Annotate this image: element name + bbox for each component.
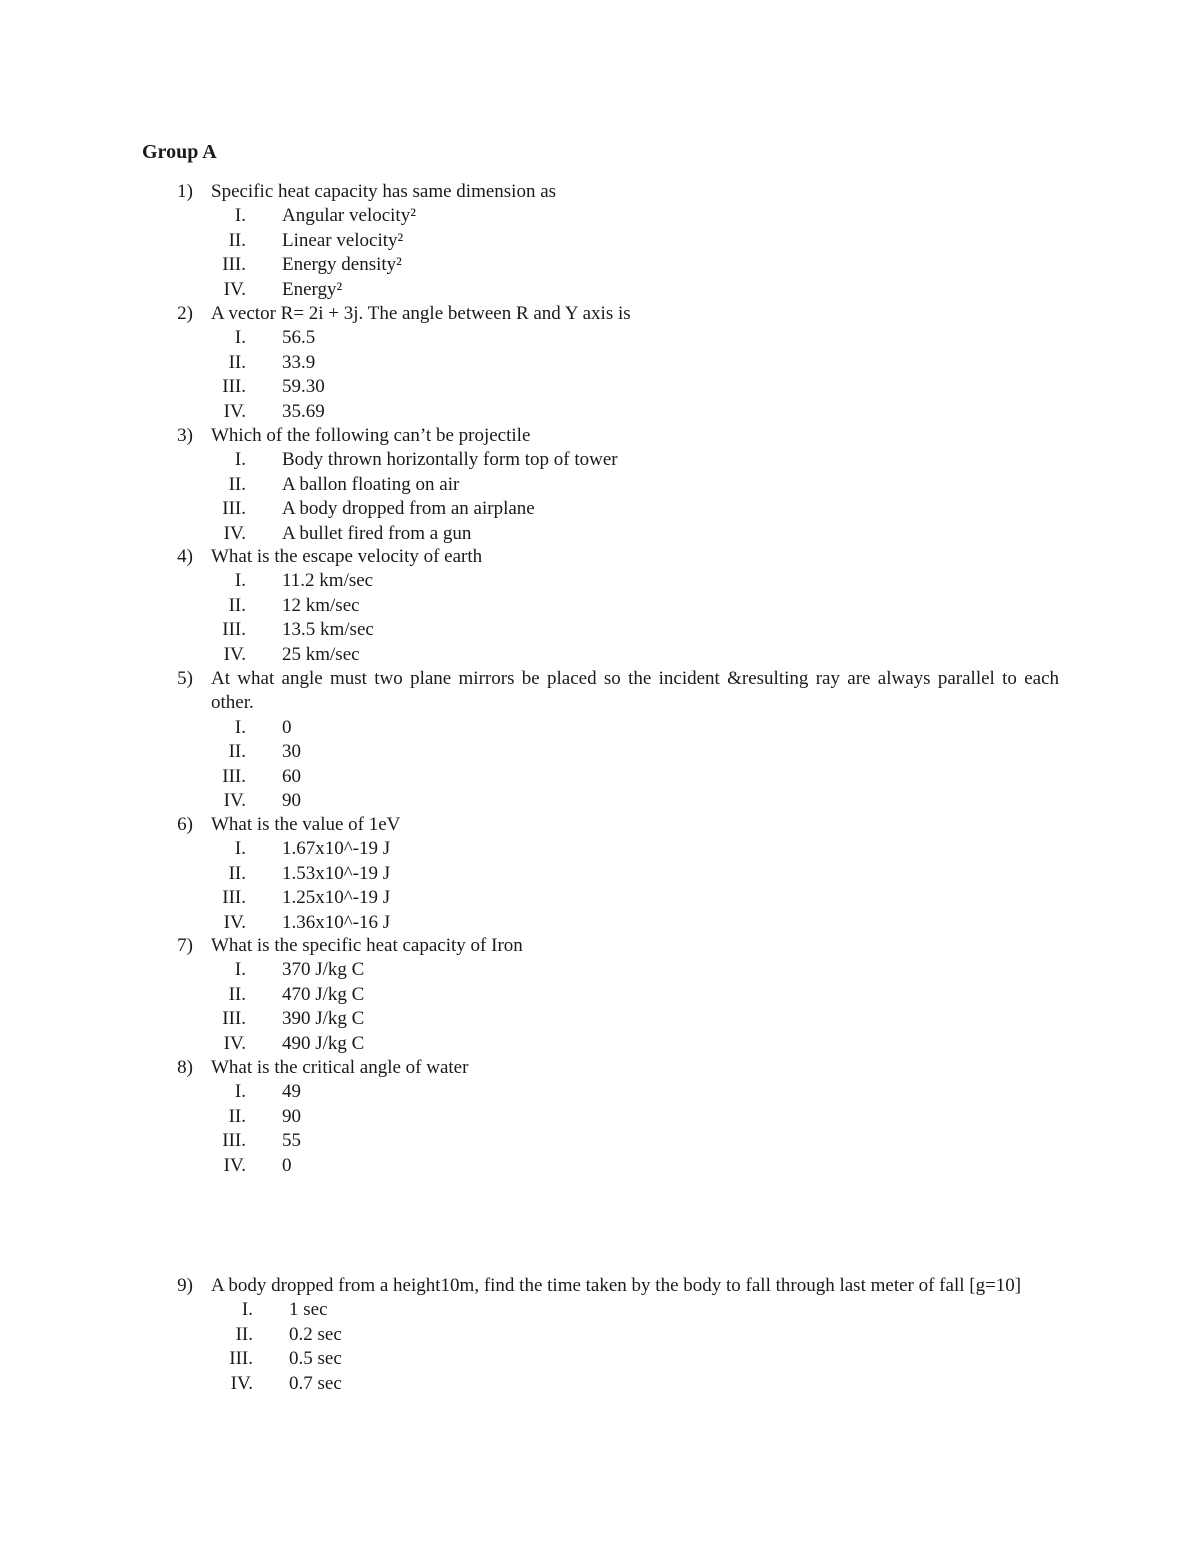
option-text: 390 J/kg C — [282, 1008, 365, 1030]
option-number: II. — [228, 741, 246, 763]
option-number: IV. — [230, 1372, 253, 1394]
option-3 — [0, 1129, 1200, 1153]
option-number: IV. — [223, 789, 246, 811]
option-number: IV. — [223, 278, 246, 300]
option-number: III. — [222, 1130, 246, 1152]
option-number: III. — [222, 254, 246, 276]
option-text: 90 — [282, 789, 301, 811]
option-number: IV. — [223, 400, 246, 422]
option-text: 55 — [282, 1130, 301, 1152]
question-text: Specific heat capacity has same dimension as — [211, 181, 557, 202]
question-text: What is the escape velocity of earth — [211, 546, 483, 567]
option-number: IV. — [223, 1154, 246, 1176]
question-number: 8) — [177, 1057, 193, 1078]
option-text: 1.67x10^-19 J — [282, 838, 391, 860]
option-number: III. — [229, 1348, 253, 1370]
option-text: 490 J/kg C — [282, 1032, 365, 1054]
option-number: I. — [234, 327, 246, 349]
option-1 — [0, 1080, 1200, 1104]
question-2 — [0, 302, 1200, 424]
option-number: I. — [234, 838, 246, 860]
option-1 — [0, 569, 1200, 593]
option-1 — [0, 448, 1200, 472]
option-number: I. — [234, 570, 246, 592]
option-4 — [0, 1032, 1200, 1056]
option-number: IV. — [223, 911, 246, 933]
question-1 — [0, 180, 1200, 302]
option-number: II. — [228, 1105, 246, 1127]
option-number: III. — [222, 498, 246, 520]
option-number: III. — [222, 376, 246, 398]
option-3 — [0, 765, 1200, 789]
option-1 — [0, 958, 1200, 982]
option-3 — [0, 497, 1200, 521]
option-text: 59.30 — [282, 376, 325, 398]
option-4 — [0, 1154, 1200, 1178]
option-text: 13.5 km/sec — [282, 619, 374, 641]
question-3 — [0, 424, 1200, 546]
option-text: 12 km/sec — [282, 594, 360, 616]
option-1 — [0, 326, 1200, 350]
option-number: I. — [234, 716, 246, 738]
option-number: II. — [228, 473, 246, 495]
option-text: 370 J/kg C — [282, 959, 365, 981]
option-text: 0 — [282, 716, 292, 738]
option-3 — [0, 886, 1200, 910]
option-text: Energy² — [282, 278, 343, 300]
option-4 — [0, 522, 1200, 546]
option-3 — [0, 1007, 1200, 1031]
question-number: 1) — [177, 181, 193, 202]
section-heading: Group A — [142, 141, 217, 163]
option-number: II. — [228, 229, 246, 251]
question-number: 6) — [177, 814, 193, 835]
option-text: 35.69 — [282, 400, 325, 422]
question-text: What is the value of 1eV — [211, 814, 401, 835]
option-number: II. — [235, 1323, 253, 1345]
option-text: 49 — [282, 1081, 301, 1103]
option-text: 1 sec — [289, 1299, 328, 1321]
option-number: II. — [228, 594, 246, 616]
option-number: I. — [234, 959, 246, 981]
option-text: 1.25x10^-19 J — [282, 887, 391, 909]
option-number: I. — [241, 1299, 253, 1321]
option-text: 56.5 — [282, 327, 316, 349]
question-text: At what angle must two plane mirrors be placed so the incident &resulting ray are always parallel to each other. — [211, 668, 1059, 714]
option-text: 60 — [282, 765, 301, 787]
option-1 — [0, 837, 1200, 861]
option-text: 1.36x10^-16 J — [282, 911, 391, 933]
option-text: 25 km/sec — [282, 643, 360, 665]
option-4 — [0, 278, 1200, 302]
option-text: A ballon floating on air — [282, 473, 460, 495]
question-number: 3) — [177, 425, 193, 446]
option-text: 11.2 km/sec — [282, 570, 374, 592]
option-1 — [0, 716, 1200, 740]
option-4 — [0, 1372, 1200, 1396]
option-text: Linear velocity² — [282, 229, 404, 251]
option-number: IV. — [223, 522, 246, 544]
option-number: III. — [222, 619, 246, 641]
option-number: III. — [222, 1008, 246, 1030]
question-4 — [0, 545, 1200, 667]
option-2 — [0, 229, 1200, 253]
question-number: 4) — [177, 546, 193, 567]
question-5 — [0, 667, 1200, 813]
option-4 — [0, 643, 1200, 667]
option-text: A bullet fired from a gun — [282, 522, 472, 544]
option-number: I. — [234, 205, 246, 227]
option-number: II. — [228, 983, 246, 1005]
option-3 — [0, 375, 1200, 399]
question-number: 7) — [177, 935, 193, 956]
option-2 — [0, 473, 1200, 497]
option-4 — [0, 911, 1200, 935]
option-text: Angular velocity² — [282, 205, 416, 227]
option-text: 30 — [282, 741, 301, 763]
question-text: A vector R= 2i + 3j. The angle between R and Y axis is — [211, 303, 631, 324]
question-text: Which of the following can’t be projectile — [211, 425, 531, 446]
question-8 — [0, 1056, 1200, 1178]
option-number: I. — [234, 1081, 246, 1103]
option-2 — [0, 983, 1200, 1007]
option-text: 0 — [282, 1154, 292, 1176]
option-2 — [0, 1105, 1200, 1129]
option-text: A body dropped from an airplane — [282, 498, 535, 520]
option-3 — [0, 1347, 1200, 1371]
option-number: IV. — [223, 1032, 246, 1054]
option-text: 470 J/kg C — [282, 983, 365, 1005]
option-text: Energy density² — [282, 254, 402, 276]
question-text: A body dropped from a height10m, find the time taken by the body to fall through last meter of fall [g=10] — [211, 1275, 1022, 1296]
option-2 — [0, 594, 1200, 618]
question-9 — [0, 1274, 1200, 1396]
question-7 — [0, 934, 1200, 1056]
option-text: 0.5 sec — [289, 1348, 342, 1370]
question-text: What is the specific heat capacity of Iron — [211, 935, 523, 956]
option-2 — [0, 740, 1200, 764]
option-text: 1.53x10^-19 J — [282, 862, 391, 884]
question-number: 5) — [177, 668, 193, 689]
option-2 — [0, 351, 1200, 375]
option-text: 33.9 — [282, 351, 316, 373]
option-1 — [0, 204, 1200, 228]
option-4 — [0, 400, 1200, 424]
option-text: 0.2 sec — [289, 1323, 342, 1345]
option-number: II. — [228, 862, 246, 884]
option-number: III. — [222, 765, 246, 787]
option-number: III. — [222, 887, 246, 909]
option-2 — [0, 1323, 1200, 1347]
question-text: What is the critical angle of water — [211, 1057, 469, 1078]
option-text: 90 — [282, 1105, 301, 1127]
option-2 — [0, 862, 1200, 886]
question-number: 9) — [177, 1275, 193, 1296]
option-number: II. — [228, 351, 246, 373]
option-number: IV. — [223, 643, 246, 665]
option-3 — [0, 253, 1200, 277]
question-6 — [0, 813, 1200, 935]
option-1 — [0, 1298, 1200, 1322]
option-3 — [0, 618, 1200, 642]
option-text: Body thrown horizontally form top of tower — [282, 449, 618, 471]
option-number: I. — [234, 449, 246, 471]
option-4 — [0, 789, 1200, 813]
option-text: 0.7 sec — [289, 1372, 342, 1394]
question-number: 2) — [177, 303, 193, 324]
